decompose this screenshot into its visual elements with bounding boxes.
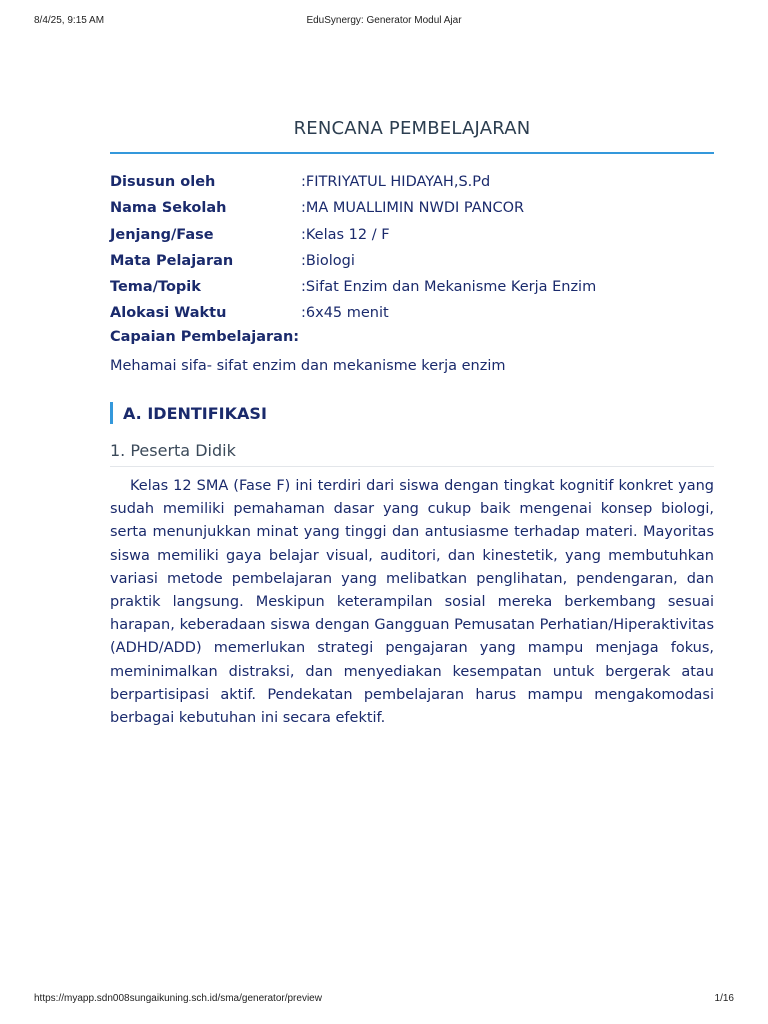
title-divider bbox=[110, 152, 714, 154]
info-value: :Sifat Enzim dan Mekanisme Kerja Enzim bbox=[301, 279, 597, 295]
sub-heading-divider bbox=[110, 466, 714, 467]
info-row-jenjang-fase bbox=[110, 223, 714, 247]
info-value: :6x45 menit bbox=[301, 305, 389, 321]
section-accent-bar bbox=[110, 402, 113, 424]
info-value: :Biologi bbox=[301, 253, 355, 269]
info-row-nama-sekolah bbox=[110, 196, 714, 220]
info-row-alokasi-waktu bbox=[110, 301, 714, 325]
print-footer bbox=[34, 993, 734, 1004]
capaian-text: Mehamai sifa- sifat enzim dan mekanisme kerja enzim bbox=[110, 358, 506, 374]
page-title: RENCANA PEMBELAJARAN bbox=[293, 118, 531, 139]
print-window-title: EduSynergy: Generator Modul Ajar bbox=[306, 15, 462, 26]
print-url: https://myapp.sdn008sungaikuning.sch.id/sma/generator/preview bbox=[34, 993, 322, 1004]
print-header bbox=[34, 15, 734, 26]
capaian-label: Capaian Pembelajaran: bbox=[110, 329, 300, 345]
info-label: Tema/Topik bbox=[110, 279, 201, 295]
info-row-disusun-oleh bbox=[110, 170, 714, 194]
info-label: Mata Pelajaran bbox=[110, 253, 234, 269]
info-row-tema-topik bbox=[110, 275, 714, 299]
info-label: Alokasi Waktu bbox=[110, 305, 227, 321]
info-value: :MA MUALLIMIN NWDI PANCOR bbox=[301, 200, 525, 216]
sub-heading-peserta-didik: 1. Peserta Didik bbox=[110, 441, 236, 460]
section-heading-text: A. IDENTIFIKASI bbox=[123, 403, 267, 423]
info-value: :FITRIYATUL HIDAYAH,S.Pd bbox=[301, 174, 491, 190]
info-value: :Kelas 12 / F bbox=[301, 227, 390, 243]
info-label: Disusun oleh bbox=[110, 174, 216, 190]
page-number: 1/16 bbox=[714, 993, 734, 1004]
peserta-didik-paragraph: Kelas 12 SMA (Fase F) ini terdiri dari siswa dengan tingkat kognitif konkret yang sudah memiliki pemahaman dasar yang cukup baik mengenai konsep biologi, serta menunjukkan minat yang tinggi dan antusiasme terhadap materi. Mayoritas siswa memiliki gaya belajar visual, auditori, dan kinestetik, yang membutuhkan variasi metode pembelajaran yang melibatkan penglihatan, pendengaran, dan praktik langsung. Meskipun keterampilan sosial mereka berkembang sesuai harapan, keberadaan siswa dengan Gangguan Pemusatan Perhatian/Hiperaktivitas (ADHD/ADD) memerlukan strategi pengajaran yang mampu menjaga fokus, meminimalkan distraksi, dan menyediakan kesempatan untuk bergerak atau berpartisipasi aktif. Pendekatan pembelajaran harus mampu mengakomodasi berbagai kebutuhan ini secara efektif. bbox=[110, 478, 714, 727]
section-heading-identifikasi bbox=[110, 401, 267, 425]
info-row-mata-pelajaran bbox=[110, 249, 714, 273]
info-label: Nama Sekolah bbox=[110, 200, 227, 216]
print-datetime: 8/4/25, 9:15 AM bbox=[34, 15, 105, 26]
info-label: Jenjang/Fase bbox=[110, 227, 214, 243]
